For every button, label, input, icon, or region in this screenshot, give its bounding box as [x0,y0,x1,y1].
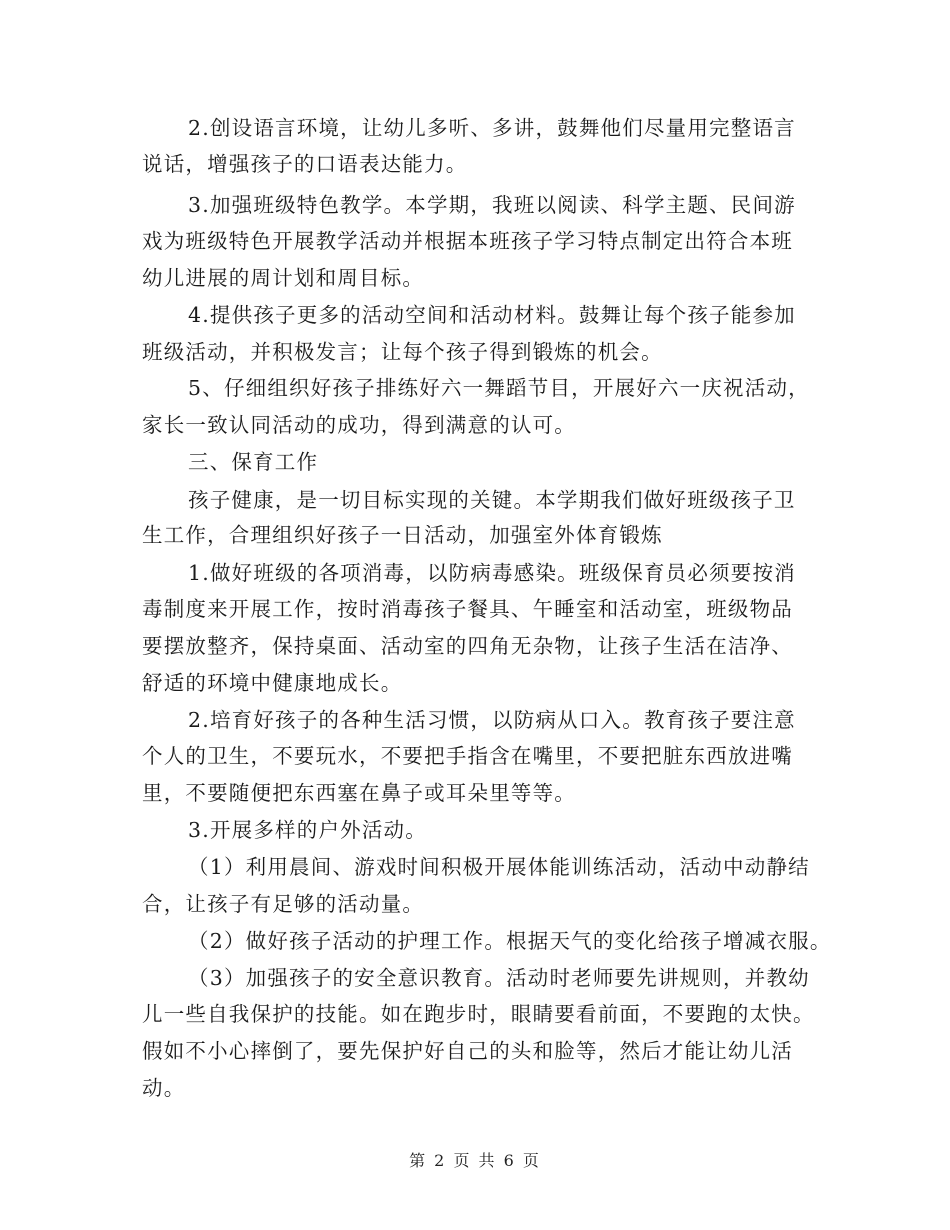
text-line: 戏为班级特色开展教学活动并根据本班孩子学习特点制定出符合本班 [142,229,793,253]
text-line: 1.做好班级的各项消毒，以防病毒感染。班级保育员必须要按消 [188,561,796,585]
text-line: 动。 [142,1076,186,1100]
text-line: 儿一些自我保护的技能。如在跑步时，眼睛要看前面，不要跑的太快。 [142,1002,815,1026]
text-line: 假如不小心摔倒了，要先保护好自己的头和脸等，然后才能让幼儿活 [142,1039,793,1063]
section-heading: 三、保育工作 [188,450,319,474]
text-line: 个人的卫生，不要玩水，不要把手指含在嘴里，不要把脏东西放进嘴 [142,744,793,768]
text-line: 里，不要随便把东西塞在鼻子或耳朵里等等。 [142,781,576,805]
text-line: 3.加强班级特色教学。本学期，我班以阅读、科学主题、民间游 [188,193,796,217]
text-line: 2.培育好孩子的各种生活习惯，以防病从口入。教育孩子要注意 [188,708,796,732]
text-line: 说话，增强孩子的口语表达能力。 [142,152,468,176]
text-line: 合，让孩子有足够的活动量。 [142,892,425,916]
text-line: 生工作，合理组织好孩子一日活动，加强室外体育锻炼 [142,523,663,547]
text-line: 班级活动，并积极发言；让每个孩子得到锻炼的机会。 [142,340,663,364]
text-line: 幼儿进展的周计划和周目标。 [142,266,425,290]
page-number-footer: 第 2 页 共 6 页 [409,1151,541,1170]
text-line: （1）利用晨间、游戏时间积极开展体能训练活动，活动中动静结 [188,855,810,879]
text-line: 家长一致认同活动的成功，得到满意的认可。 [142,413,576,437]
text-line: 5、仔细组织好孩子排练好六一舞蹈节目，开展好六一庆祝活动， [188,376,810,400]
text-line: 孩子健康，是一切目标实现的关键。本学期我们做好班级孩子卫 [188,488,796,512]
text-line: 4.提供孩子更多的活动空间和活动材料。鼓舞让每个孩子能参加 [188,303,796,327]
text-line: 2.创设语言环境，让幼儿多听、多讲，鼓舞他们尽量用完整语言 [188,116,796,140]
text-line: 要摆放整齐，保持桌面、活动室的四角无杂物，让孩子生活在洁净、 [142,634,793,658]
text-line: 3.开展多样的户外活动。 [188,818,427,842]
text-line: 毒制度来开展工作，按时消毒孩子餐具、午睡室和活动室，班级物品 [142,597,793,621]
text-line: （2）做好孩子活动的护理工作。根据天气的变化给孩子增减衣服。 [188,929,832,953]
text-line: （3）加强孩子的安全意识教育。活动时老师要先讲规则，并教幼 [188,966,810,990]
text-line: 舒适的环境中健康地成长。 [142,671,403,695]
